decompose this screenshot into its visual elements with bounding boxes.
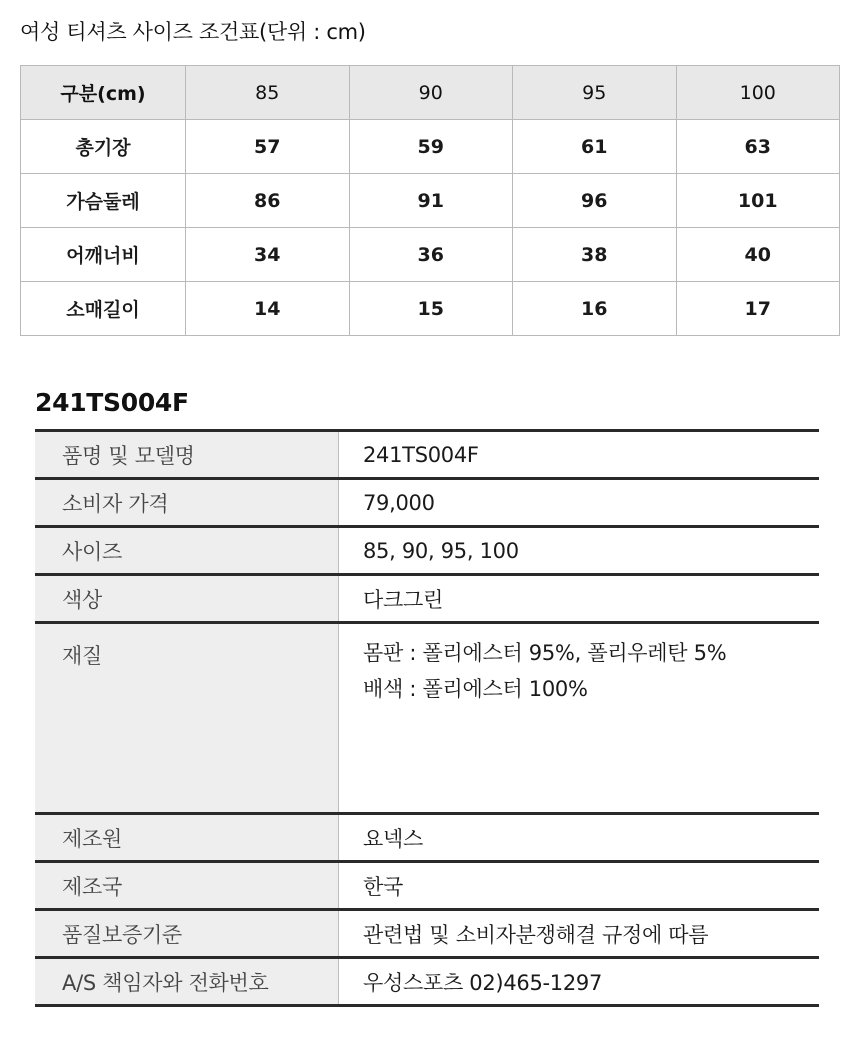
size-header-95: 95	[513, 66, 677, 120]
size-row-sleeve	[21, 282, 840, 336]
size-row-label: 가슴둘레	[21, 174, 186, 228]
size-header-label: 구분(cm)	[21, 66, 186, 120]
size-cell: 36	[349, 228, 513, 282]
info-row-material	[35, 623, 819, 814]
size-header-85: 85	[186, 66, 350, 120]
size-chart-title: 여성 티셔츠 사이즈 조건표(단위 : cm)	[20, 20, 366, 44]
size-cell: 101	[676, 174, 840, 228]
size-row-length	[21, 120, 840, 174]
info-row-price	[35, 479, 819, 527]
info-value: 관련법 및 소비자분쟁해결 규정에 따름	[339, 910, 820, 958]
material-line-trim: 배색 : 폴리에스터 100%	[363, 677, 588, 701]
info-value: 85, 90, 95, 100	[339, 527, 820, 575]
info-value	[339, 623, 820, 814]
size-header-100: 100	[676, 66, 840, 120]
size-header-row	[21, 66, 840, 120]
size-cell: 17	[676, 282, 840, 336]
size-cell: 91	[349, 174, 513, 228]
info-value: 한국	[339, 862, 820, 910]
info-row-manufacturer	[35, 814, 819, 862]
size-cell: 96	[513, 174, 677, 228]
product-code-heading: 241TS004F	[35, 388, 189, 417]
size-row-label: 소매길이	[21, 282, 186, 336]
size-row-shoulder	[21, 228, 840, 282]
size-header-90: 90	[349, 66, 513, 120]
info-key: 재질	[35, 623, 339, 814]
info-key: 사이즈	[35, 527, 339, 575]
info-row-color	[35, 575, 819, 623]
size-cell: 61	[513, 120, 677, 174]
size-cell: 34	[186, 228, 350, 282]
size-cell: 15	[349, 282, 513, 336]
size-cell: 16	[513, 282, 677, 336]
info-value: 다크그린	[339, 575, 820, 623]
size-cell: 86	[186, 174, 350, 228]
info-key: 품명 및 모델명	[35, 431, 339, 479]
size-row-chest	[21, 174, 840, 228]
size-chart-table	[20, 65, 840, 336]
info-value: 241TS004F	[339, 431, 820, 479]
info-row-country	[35, 862, 819, 910]
size-cell: 40	[676, 228, 840, 282]
size-cell: 38	[513, 228, 677, 282]
size-cell: 57	[186, 120, 350, 174]
info-value: 79,000	[339, 479, 820, 527]
info-key: 품질보증기준	[35, 910, 339, 958]
size-row-label: 총기장	[21, 120, 186, 174]
info-key: A/S 책임자와 전화번호	[35, 958, 339, 1006]
info-row-model	[35, 431, 819, 479]
info-key: 소비자 가격	[35, 479, 339, 527]
material-line-body: 몸판 : 폴리에스터 95%, 폴리우레탄 5%	[363, 641, 727, 665]
info-key: 제조원	[35, 814, 339, 862]
info-row-warranty	[35, 910, 819, 958]
info-key: 색상	[35, 575, 339, 623]
size-row-label: 어깨너비	[21, 228, 186, 282]
size-cell: 59	[349, 120, 513, 174]
size-cell: 14	[186, 282, 350, 336]
product-info-table	[35, 429, 819, 1007]
info-row-size	[35, 527, 819, 575]
info-value: 요넥스	[339, 814, 820, 862]
info-row-as-contact	[35, 958, 819, 1006]
size-cell: 63	[676, 120, 840, 174]
info-value: 우성스포츠 02)465-1297	[339, 958, 820, 1006]
info-key: 제조국	[35, 862, 339, 910]
